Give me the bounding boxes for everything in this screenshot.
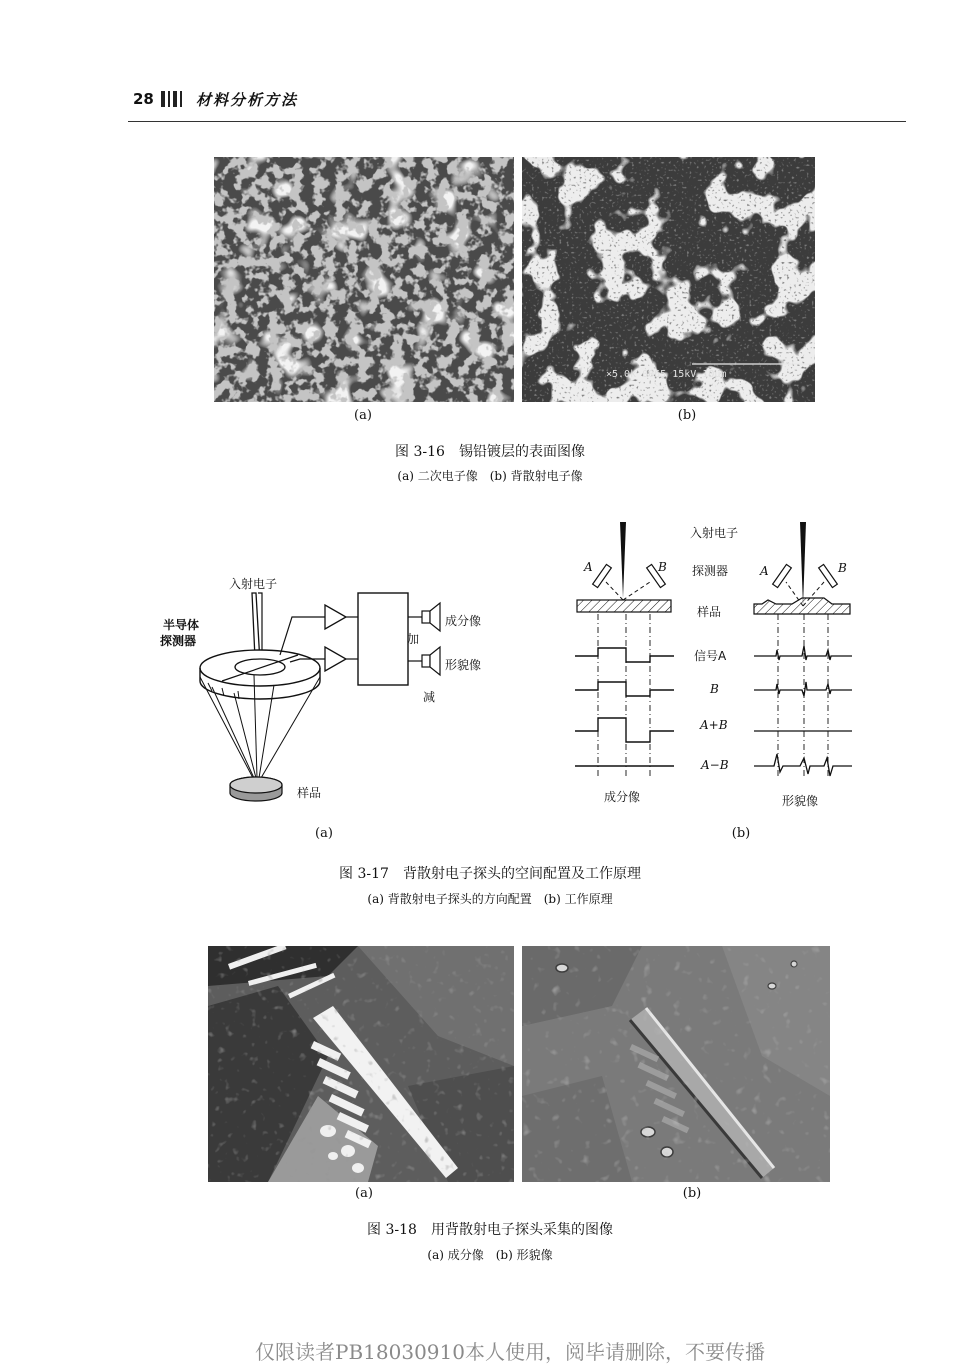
fig-3-17-sub-b: (b) xyxy=(731,826,751,841)
label-subtract: 减 xyxy=(423,690,436,704)
label-signal-a: 信号A xyxy=(694,649,727,663)
fig-3-18a-composition-image xyxy=(208,946,514,1182)
label-add: 加 xyxy=(407,632,420,646)
fig-3-16a-secondary-electron-image xyxy=(214,157,514,402)
label-detector-b: 探测器 xyxy=(692,564,729,578)
label-semiconductor-1: 半导体 xyxy=(163,618,200,632)
label-topography-image-a: 形貌像 xyxy=(445,658,482,672)
reader-watermark: 仅限读者PB18030910本人使用，阅毕请删除，不要传播 xyxy=(255,1340,765,1364)
label-topography-image-b: 形貌像 xyxy=(782,794,819,808)
label-incident-electron-a: 入射电子 xyxy=(229,577,278,591)
label-sample-a: 样品 xyxy=(297,786,322,800)
label-incident-electron-b: 入射电子 xyxy=(690,526,739,540)
fig-3-18-caption-subtitle: (a) 成分像 (b) 形貌像 xyxy=(427,1248,553,1262)
header-rule xyxy=(128,121,906,122)
label-a-minus-b: A−B xyxy=(701,758,729,772)
label-composition-image-b: 成分像 xyxy=(604,790,641,804)
label-detector-B-left: B xyxy=(658,560,667,574)
scalebar-label: ×5.0k 0065 15kV 10μm xyxy=(606,369,727,380)
label-composition-image-a: 成分像 xyxy=(445,614,482,628)
fig-3-16b-backscattered-electron-image xyxy=(522,157,815,402)
label-sample-b: 样品 xyxy=(697,605,722,619)
fig-3-18-sub-a: (a) xyxy=(355,1186,373,1201)
label-detector-A-left: A xyxy=(584,560,593,574)
fig-3-17-sub-a: (a) xyxy=(315,826,333,841)
fig-3-16-sub-b: (b) xyxy=(677,408,697,423)
header-bars-ornament xyxy=(160,90,186,108)
page-number: 28 xyxy=(133,90,154,108)
fig-3-16-caption-subtitle: (a) 二次电子像 (b) 背散射电子像 xyxy=(397,469,583,483)
fig-3-16-caption-title: 图 3-16 锡铅镀层的表面图像 xyxy=(395,444,585,460)
label-semiconductor-2: 探测器 xyxy=(160,634,197,648)
fig-3-16-sub-a: (a) xyxy=(354,408,372,423)
fig-3-17-caption-subtitle: (a) 背散射电子探头的方向配置 (b) 工作原理 xyxy=(367,892,613,906)
fig-3-18-sub-b: (b) xyxy=(682,1186,702,1201)
fig-3-17a-detector-configuration-diagram xyxy=(150,565,500,810)
fig-3-18-caption-title: 图 3-18 用背散射电子探头采集的图像 xyxy=(367,1222,613,1238)
fig-3-18b-topography-image xyxy=(522,946,830,1182)
label-detector-B-right: B xyxy=(838,561,847,575)
fig-3-17-caption-title: 图 3-17 背散射电子探头的空间配置及工作原理 xyxy=(339,866,641,882)
label-detector-A-right: A xyxy=(760,564,769,578)
label-a-plus-b: A+B xyxy=(700,718,728,732)
running-header-title: 材料分析方法 xyxy=(196,91,299,109)
label-signal-b: B xyxy=(710,682,719,696)
